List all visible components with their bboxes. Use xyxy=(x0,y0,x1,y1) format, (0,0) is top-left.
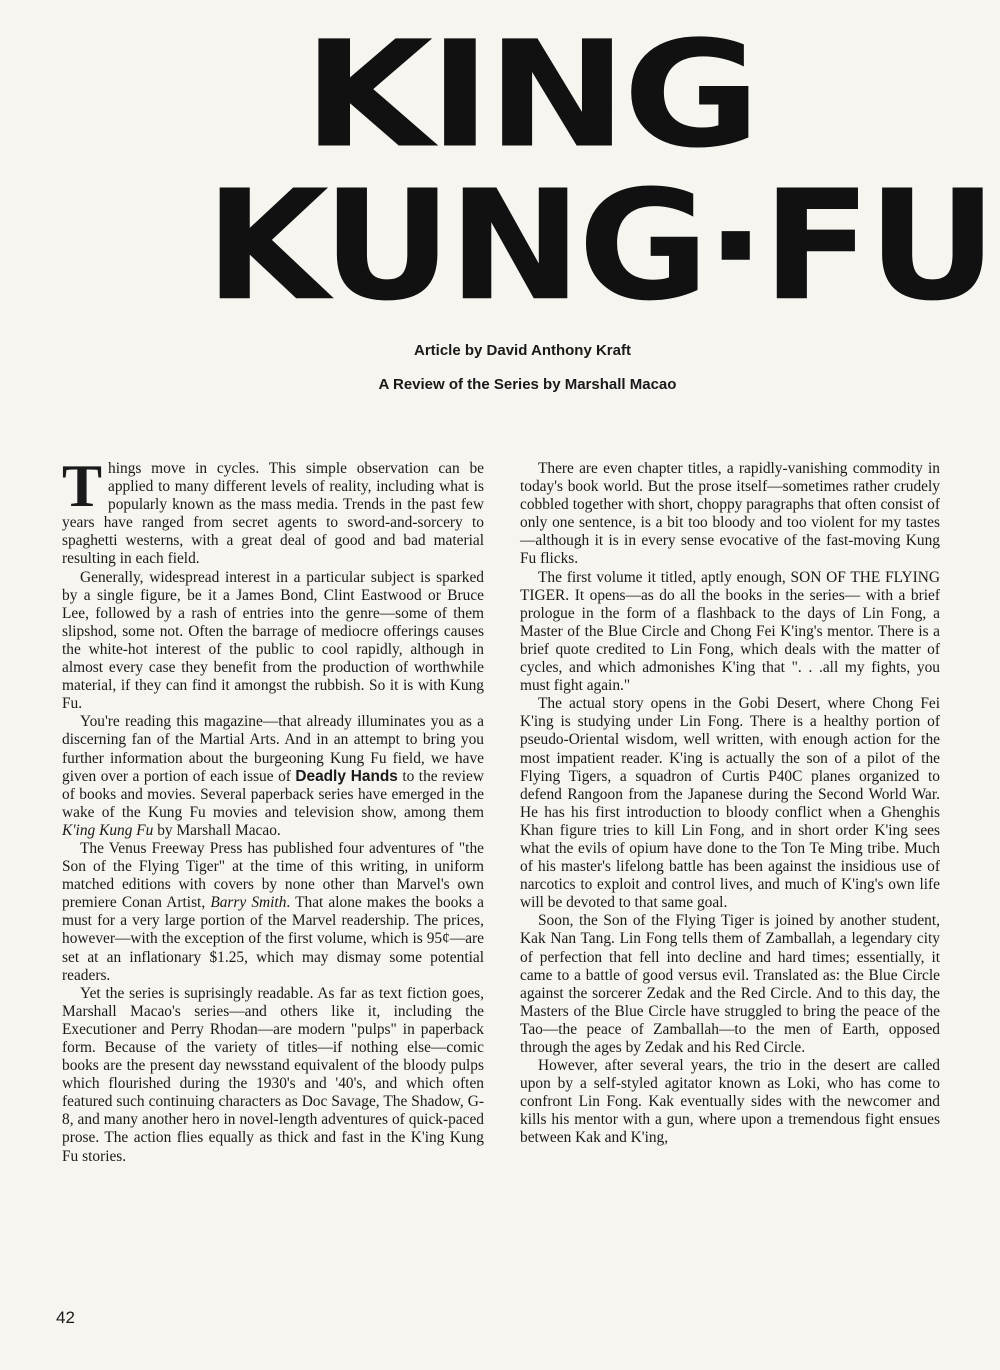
left-column xyxy=(62,453,484,1166)
page-number: 42 xyxy=(56,1308,75,1327)
paragraph xyxy=(62,453,484,569)
paragraph-text: The Venus Freeway Press has published four adventures of "the Son of the Flying Tiger" at the time of this writing, in uniform matched editions with covers by none other than Marvel's own premiere Conan Artist, xyxy=(62,839,484,912)
artist-name: Barry Smith xyxy=(210,894,287,912)
right-column xyxy=(520,460,940,1148)
paragraph: However, after several years, the trio in the desert are called upon by a self-styled agitator known as Loki, who has come to confront Lin Fong. Kak eventually sides with the newcomer and kills his mentor with a gun, where upon a tremendous fight ensues between Kak and K'ing, xyxy=(520,1057,940,1147)
paragraph: Soon, the Son of the Flying Tiger is joined by another student, Kak Nan Tang. Lin Fong tells them of Zamballah, a legendary city of perfection that fell into decline and hard times; essentially, it came to a battle of good versus evil. Translated as: the Blue Circle against the sorcerer Zedak and the Red Circle. And to this day, the Masters of the Blue Circle have struggled to bring the peace of the Tao—the peace of Zamballah—to the men of Earth, opposed through the ages by Zedak and his Red Circle. xyxy=(520,912,940,1056)
paragraph xyxy=(62,840,484,985)
paragraph-text: You're reading this magazine—that already illuminates you as a discerning fan of the Martial Arts. And in an attempt to bring you further information about the burgeoning Kung Fu field, we have given over a portion of each issue of xyxy=(62,713,484,785)
paragraph: Yet the series is suprisingly readable. As far as text fiction goes, Marshall Macao's series—and others like it, including the Executioner and Perry Rhodan—are modern "pulps" in paperback form. Because of the variety of titles—if nothing else—comic books are the present day newsstand equivalent of the bloody pulps which flourished during the 1930's and '40's, and which often featured such continuing characters as Doc Savage, The Shadow, G-8, and many another hero in novel-length adventures of quick-paced prose. The action flies equally as thick and fast in the K'ing Kung Fu stories. xyxy=(62,984,484,1165)
book-title: K'ing Kung Fu xyxy=(62,821,154,839)
paragraph-text: hings move in cycles. This simple observation can be applied to many different levels of reality, including what is popularly known as the mass media. Trends in the past few years have ranged from secret agents to sword-and-sorcery to spaghetti westerns, with a great deal of good and bad material resulting in each field. xyxy=(62,460,484,568)
paragraph: There are even chapter titles, a rapidly-vanishing commodity in today's book world. But the prose itself—sometimes rather crudely cobbled together with short, choppy paragraphs that often consist of only one sentence, is a bit too bloody and too violent for my tastes—although it is in every sense evocative of the fast-moving Kung Fu flicks. xyxy=(520,460,940,568)
magazine-title: Deadly Hands xyxy=(295,767,398,785)
title-line-2: KUNG·FU xyxy=(205,156,994,335)
article-title xyxy=(205,10,994,342)
paragraph: The actual story opens in the Gobi Desert, where Chong Fei K'ing is studying under Lin Fong. There is a healthy portion of pseudo-Oriental wisdom, well written, with enough action for the most impatient reader. K'ing is actually the son of a pilot of the Flying Tigers, a squadron of Curtis P40C planes organized to defend Rangoon from the Japanese during the Second World War. He has his first introduction to bloody conflict when a Ghenghis Khan figure tries to kill Lin Fong, and in short order K'ing sees what the evils of opium have done to the Ton Te Ming tribe. Much of his master's lifelong battle has been against the insidious use of narcotics to exploit and control lives, and much of K'ing's own life will be devoted to that same goal. xyxy=(520,695,940,912)
paragraph-text: to the review of books and movies. Several paperback series have emerged in the wake of the Kung Fu movies and television show, among them xyxy=(62,767,484,821)
title-line-1: KING xyxy=(303,10,757,181)
paragraph: The first volume it titled, aptly enough, SON OF THE FLYING TIGER. It opens—as do all the books in the series— with a brief prologue in the form of a flashback to the days of Lin Fong, a Master of the Blue Circle and Chong Fei K'ing's mentor. There is a brief quote credited to Lin Fong, which deals with the matter of cycles, and which admonishes K'ing that ". . .all my fights, you must fight again." xyxy=(520,568,940,695)
paragraph-text: . That alone makes the books a must for a very large portion of the Marvel readership. The prices, however—with the exception of the first volume, which is 95¢—are set at an inflationary $1.25, which may dismay some potential readers. xyxy=(62,894,484,984)
article-subtitle: A Review of the Series by Marshall Macao xyxy=(378,376,677,393)
paragraph: Generally, widespread interest in a particular subject is sparked by a single figure, be it a James Bond, Clint Eastwood or Bruce Lee, followed by a rash of entries into the genre—some of them slipshod, some not. Often the barrage of mediocre offerings causes the white-hot interest of the public to cool rapidly, although in almost every case they benefit from the production of worthwhile material, if they can find it amongst the rubbish. So it is with Kung Fu. xyxy=(62,568,484,713)
drop-cap: T xyxy=(62,453,103,519)
paragraph-text: by Marshall Macao. xyxy=(153,821,281,839)
paragraph xyxy=(62,713,484,840)
author-byline: Article by David Anthony Kraft xyxy=(414,342,631,359)
